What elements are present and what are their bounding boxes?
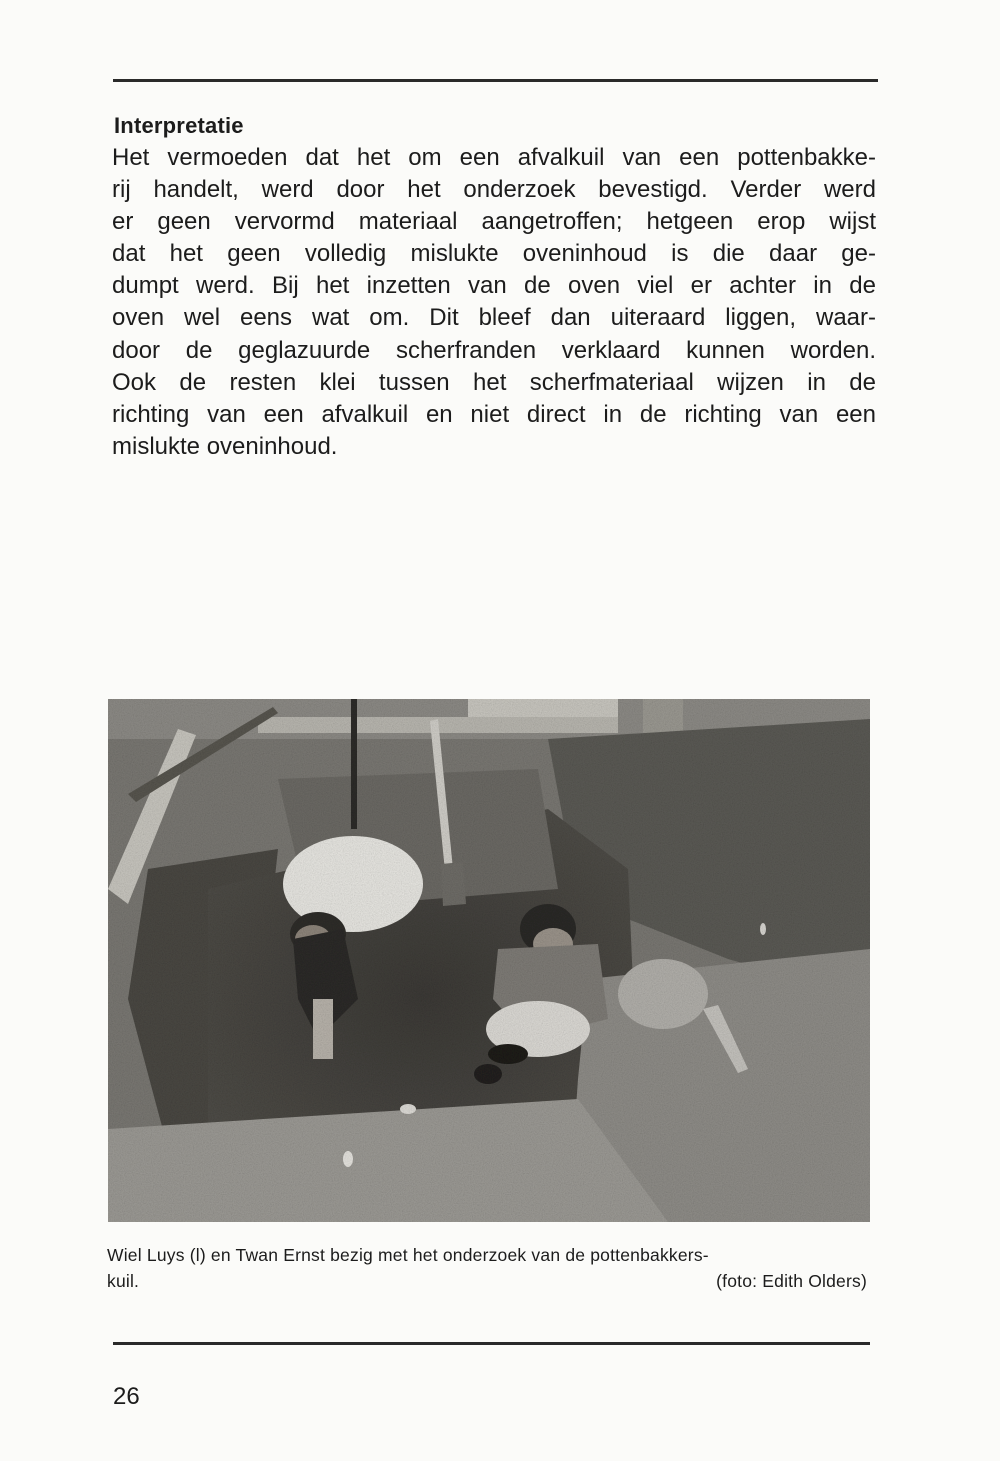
paragraph-line: richting van een afvalkuil en niet direct in de richting van een	[112, 400, 876, 428]
paragraph-line: dat het geen volledig mislukte oveninhoud is die daar ge-	[112, 240, 876, 268]
caption-line: Wiel Luys (l) en Twan Ernst bezig met het onderzoek van de pottenbakkers-	[107, 1245, 709, 1265]
paragraph-line: Het vermoeden dat het om een afvalkuil van een pottenbakke-	[112, 144, 876, 171]
paragraph-line: dumpt werd. Bij het inzetten van de oven viel er achter in de	[112, 272, 876, 300]
paragraph-line: rij handelt, werd door het onderzoek bevestigd. Verder werd	[112, 176, 876, 204]
paragraph-line: oven wel eens wat om. Dit bleef dan uiteraard liggen, waar-	[112, 304, 876, 332]
paragraph-line: mislukte oveninhoud.	[112, 432, 338, 460]
photo-credit: (foto: Edith Olders)	[716, 1271, 867, 1291]
paragraph-line: door de geglazuurde scherfranden verklaard kunnen worden.	[112, 336, 876, 364]
photo-caption	[107, 1242, 867, 1294]
excavation-photo	[108, 699, 870, 1222]
page-number: 26	[113, 1383, 140, 1410]
caption-line: kuil.	[107, 1271, 140, 1291]
top-rule	[113, 79, 878, 82]
body-paragraph	[112, 142, 876, 463]
bottom-rule	[113, 1342, 870, 1345]
section-heading: Interpretatie	[114, 113, 244, 138]
paragraph-line: Ook de resten klei tussen het scherfmateriaal wijzen in de	[112, 368, 876, 396]
paragraph-line: er geen vervormd materiaal aangetroffen; hetgeen erop wijst	[112, 208, 876, 236]
